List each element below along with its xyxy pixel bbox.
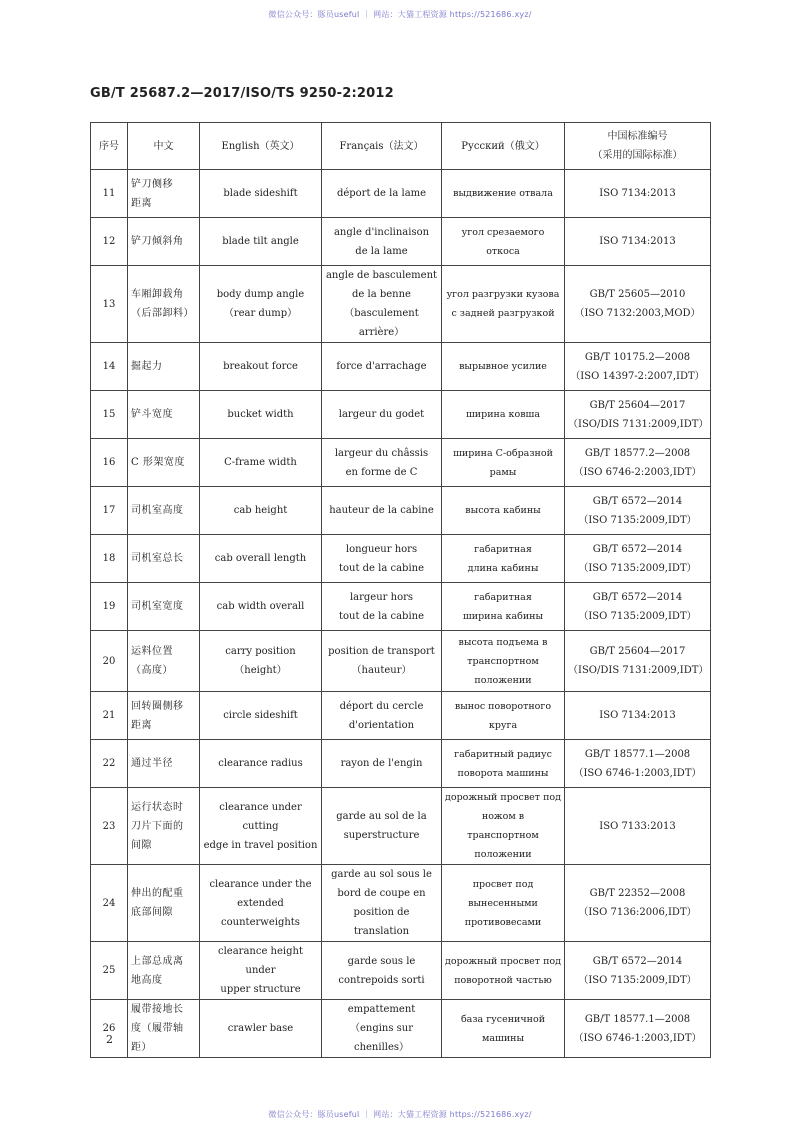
table-row xyxy=(91,266,711,343)
cell-col-russian: дорожный просвет под поворотной частью xyxy=(442,942,565,1000)
cell-col-standard: GB/T 25605—2010 （ISO 7132:2003,MOD） xyxy=(565,266,711,343)
cell-col-russian: ширина ковша xyxy=(442,391,565,439)
cell-col-standard: GB/T 6572—2014 （ISO 7135:2009,IDT） xyxy=(565,583,711,631)
cell-col-french: garde au sol de la superstructure xyxy=(322,788,442,865)
cell-col-french: empattement （engins sur chenilles） xyxy=(322,1000,442,1058)
header-col-number: 序号 xyxy=(91,123,128,170)
cell-col-chinese: 司机室总长 xyxy=(128,535,200,583)
header-col-standard: 中国标准编号 （采用的国际标准） xyxy=(565,123,711,170)
cell-col-chinese: 司机室宽度 xyxy=(128,583,200,631)
cell-col-russian: дорожный просвет под ножом в транспортном положении xyxy=(442,788,565,865)
cell-col-chinese: 伸出的配重 底部间隙 xyxy=(128,865,200,942)
header-col-chinese: 中文 xyxy=(128,123,200,170)
cell-col-number: 13 xyxy=(91,266,128,343)
cell-col-russian: габаритная ширина кабины xyxy=(442,583,565,631)
header-col-english: English（英文） xyxy=(200,123,322,170)
cell-col-number: 25 xyxy=(91,942,128,1000)
table-body xyxy=(91,170,711,1058)
cell-col-chinese: 掘起力 xyxy=(128,343,200,391)
cell-col-chinese: C 形架宽度 xyxy=(128,439,200,487)
cell-col-russian: ширина С-образной рамы xyxy=(442,439,565,487)
cell-col-english: circle sideshift xyxy=(200,692,322,740)
watermark-top: 微信公众号：豚员useful ｜ 网站：大猫工程资源 https://521686.xyz/ xyxy=(268,10,532,19)
cell-col-french: garde sous le contrepoids sorti xyxy=(322,942,442,1000)
cell-col-english: blade sideshift xyxy=(200,170,322,218)
cell-col-number: 20 xyxy=(91,631,128,692)
table-row xyxy=(91,631,711,692)
cell-col-french: angle d'inclinaison de la lame xyxy=(322,218,442,266)
cell-col-standard: ISO 7134:2013 xyxy=(565,170,711,218)
cell-col-english: blade tilt angle xyxy=(200,218,322,266)
cell-col-chinese: 运料位置 （高度） xyxy=(128,631,200,692)
cell-col-number: 23 xyxy=(91,788,128,865)
cell-col-number: 21 xyxy=(91,692,128,740)
cell-col-russian: выдвижение отвала xyxy=(442,170,565,218)
terminology-table xyxy=(90,122,711,1058)
cell-col-chinese: 司机室高度 xyxy=(128,487,200,535)
cell-col-french: largeur du châssis en forme de C xyxy=(322,439,442,487)
cell-col-russian: база гусеничной машины xyxy=(442,1000,565,1058)
cell-col-french: force d'arrachage xyxy=(322,343,442,391)
cell-col-russian: габаритная длина кабины xyxy=(442,535,565,583)
cell-col-standard: GB/T 25604—2017 （ISO/DIS 7131:2009,IDT） xyxy=(565,391,711,439)
cell-col-number: 16 xyxy=(91,439,128,487)
cell-col-chinese: 铲刀侧移 距离 xyxy=(128,170,200,218)
cell-col-number: 24 xyxy=(91,865,128,942)
cell-col-number: 12 xyxy=(91,218,128,266)
cell-col-number: 11 xyxy=(91,170,128,218)
table-row xyxy=(91,1000,711,1058)
cell-col-russian: просвет под вынесенными противовесами xyxy=(442,865,565,942)
cell-col-russian: высота кабины xyxy=(442,487,565,535)
cell-col-french: hauteur de la cabine xyxy=(322,487,442,535)
cell-col-standard: GB/T 6572—2014 （ISO 7135:2009,IDT） xyxy=(565,942,711,1000)
cell-col-standard: GB/T 18577.1—2008 （ISO 6746-1:2003,IDT） xyxy=(565,1000,711,1058)
table-row xyxy=(91,439,711,487)
cell-col-english: clearance height under upper structure xyxy=(200,942,322,1000)
header-col-russian: Русский（俄文） xyxy=(442,123,565,170)
cell-col-english: C-frame width xyxy=(200,439,322,487)
cell-col-french: déport du cercle d'orientation xyxy=(322,692,442,740)
table-row xyxy=(91,487,711,535)
cell-col-russian: угол разгрузки кузова с задней разгрузкой xyxy=(442,266,565,343)
table-row xyxy=(91,788,711,865)
cell-col-english: carry position（height） xyxy=(200,631,322,692)
cell-col-french: garde au sol sous le bord de coupe en position de translation xyxy=(322,865,442,942)
cell-col-chinese: 运行状态时 刀片下面的 间隙 xyxy=(128,788,200,865)
cell-col-standard: ISO 7133:2013 xyxy=(565,788,711,865)
cell-col-french: position de transport （hauteur） xyxy=(322,631,442,692)
cell-col-chinese: 回转圈侧移 距离 xyxy=(128,692,200,740)
cell-col-chinese: 通过半径 xyxy=(128,740,200,788)
page-number: 2 xyxy=(106,1033,113,1046)
cell-col-french: largeur du godet xyxy=(322,391,442,439)
table-row xyxy=(91,218,711,266)
cell-col-standard: ISO 7134:2013 xyxy=(565,218,711,266)
cell-col-english: bucket width xyxy=(200,391,322,439)
table-row xyxy=(91,865,711,942)
table-header-row xyxy=(91,123,711,170)
cell-col-chinese: 铲刀倾斜角 xyxy=(128,218,200,266)
header-col-french: Français（法文） xyxy=(322,123,442,170)
cell-col-number: 26 xyxy=(91,1000,128,1058)
cell-col-russian: высота подъема в транспортном положении xyxy=(442,631,565,692)
cell-col-chinese: 上部总成离 地高度 xyxy=(128,942,200,1000)
document-header: GB/T 25687.2—2017/ISO/TS 9250-2:2012 xyxy=(90,86,394,101)
table-row xyxy=(91,170,711,218)
cell-col-english: cab overall length xyxy=(200,535,322,583)
table-row xyxy=(91,583,711,631)
cell-col-standard: GB/T 18577.2—2008 （ISO 6746-2:2003,IDT） xyxy=(565,439,711,487)
cell-col-russian: вырывное усилие xyxy=(442,343,565,391)
table-row xyxy=(91,391,711,439)
cell-col-chinese: 履带接地长 度（履带轴距） xyxy=(128,1000,200,1058)
cell-col-number: 18 xyxy=(91,535,128,583)
table-row xyxy=(91,535,711,583)
cell-col-standard: GB/T 22352—2008 （ISO 7136:2006,IDT） xyxy=(565,865,711,942)
cell-col-russian: габаритный радиус поворота машины xyxy=(442,740,565,788)
cell-col-standard: GB/T 25604—2017 （ISO/DIS 7131:2009,IDT） xyxy=(565,631,711,692)
cell-col-english: clearance under cutting edge in travel position xyxy=(200,788,322,865)
cell-col-french: rayon de l'engin xyxy=(322,740,442,788)
cell-col-english: clearance radius xyxy=(200,740,322,788)
table-row xyxy=(91,942,711,1000)
cell-col-english: cab height xyxy=(200,487,322,535)
cell-col-standard: GB/T 6572—2014 （ISO 7135:2009,IDT） xyxy=(565,535,711,583)
cell-col-english: body dump angle （rear dump） xyxy=(200,266,322,343)
cell-col-french: angle de basculement de la benne （basculement arrière） xyxy=(322,266,442,343)
cell-col-standard: GB/T 6572—2014 （ISO 7135:2009,IDT） xyxy=(565,487,711,535)
cell-col-standard: GB/T 18577.1—2008 （ISO 6746-1:2003,IDT） xyxy=(565,740,711,788)
cell-col-french: déport de la lame xyxy=(322,170,442,218)
cell-col-chinese: 车厢卸载角 （后部卸料） xyxy=(128,266,200,343)
cell-col-english: crawler base xyxy=(200,1000,322,1058)
watermark-bottom: 微信公众号：豚员useful ｜ 网站：大猫工程资源 https://521686.xyz/ xyxy=(268,1110,532,1119)
cell-col-english: clearance under the extended counterweights xyxy=(200,865,322,942)
cell-col-russian: вынос поворотного круга xyxy=(442,692,565,740)
cell-col-number: 15 xyxy=(91,391,128,439)
cell-col-french: largeur hors tout de la cabine xyxy=(322,583,442,631)
cell-col-number: 22 xyxy=(91,740,128,788)
table-row xyxy=(91,343,711,391)
cell-col-russian: угол срезаемого откоса xyxy=(442,218,565,266)
table-row xyxy=(91,692,711,740)
cell-col-french: longueur hors tout de la cabine xyxy=(322,535,442,583)
cell-col-number: 14 xyxy=(91,343,128,391)
cell-col-standard: ISO 7134:2013 xyxy=(565,692,711,740)
table-row xyxy=(91,740,711,788)
cell-col-standard: GB/T 10175.2—2008 （ISO 14397-2:2007,IDT） xyxy=(565,343,711,391)
cell-col-english: breakout force xyxy=(200,343,322,391)
cell-col-number: 19 xyxy=(91,583,128,631)
cell-col-number: 17 xyxy=(91,487,128,535)
cell-col-english: cab width overall xyxy=(200,583,322,631)
cell-col-chinese: 铲斗宽度 xyxy=(128,391,200,439)
